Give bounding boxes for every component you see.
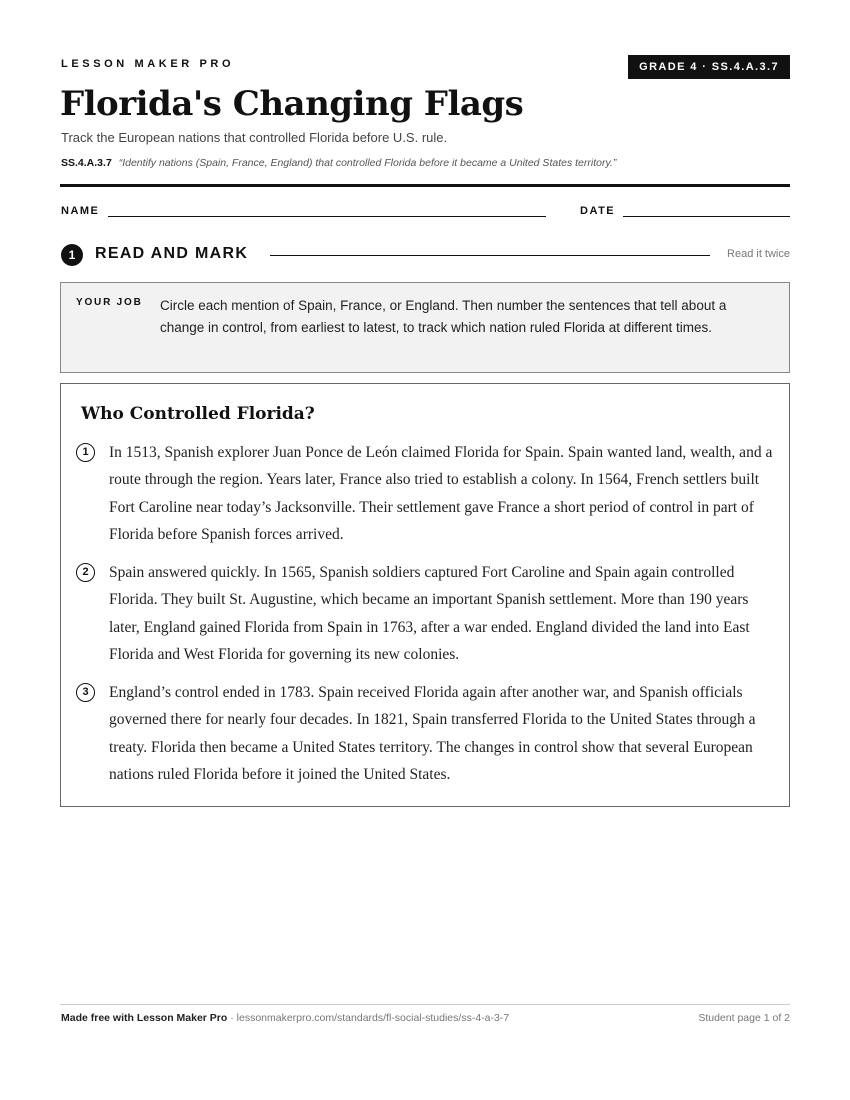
header-divider [60, 184, 790, 187]
name-field[interactable] [108, 216, 546, 217]
standard-code: SS.4.A.3.7 [61, 157, 112, 169]
section-note: Read it twice [727, 248, 790, 260]
page-indicator: Student page 1 of 2 [698, 1012, 790, 1024]
instructions-box [60, 282, 790, 373]
standard-description: “Identify nations (Spain, France, England) that controlled Florida before it became a United States territory.” [118, 157, 617, 169]
paragraph-number: 1 [76, 443, 95, 462]
paragraph-text: England’s control ended in 1783. Spain received Florida again after another war, and Spanish officials governed there for nearly four decades. In 1821, Spain transferred Florida to the United States through a treaty. Florida then became a United States territory. The changes in control show that several European nations ruled Florida before it joined the United States. [109, 684, 756, 783]
instructions-text: Circle each mention of Spain, France, or England. Then number the sentences that tell about a change in control, from earliest to latest, to track which nation ruled Florida at different times. [160, 298, 727, 335]
paragraph-number: 2 [76, 563, 95, 582]
section-number-badge: 1 [61, 244, 83, 266]
date-field[interactable] [623, 216, 790, 217]
section-title: READ AND MARK [95, 245, 249, 262]
paragraph-number: 3 [76, 683, 95, 702]
worksheet-subtitle: Track the European nations that controlled Florida before U.S. rule. [61, 130, 448, 145]
paragraph-text: Spain answered quickly. In 1565, Spanish soldiers captured Fort Caroline and Spain again controlled Florida. They built St. Augustine, which became an important Spanish settlement. More than 190 years later, England gained Florida from Spain in 1763, after a war ended. England divided the land into East Florida and West Florida for governing its new colonies. [109, 564, 750, 663]
footer-credit [61, 1012, 509, 1024]
standard-line [61, 157, 616, 169]
section-divider [270, 255, 710, 256]
worksheet-title: Florida's Changing Flags [60, 84, 524, 124]
passage-title: Who Controlled Florida? [81, 404, 315, 424]
reading-passage [60, 383, 790, 807]
date-label: DATE [580, 205, 616, 217]
footer-url: · lessonmakerpro.com/standards/fl-social-studies/ss-4-a-3-7 [227, 1012, 510, 1024]
footer-divider [60, 1004, 790, 1005]
name-label: NAME [61, 205, 100, 217]
footer-brand: Made free with Lesson Maker Pro [61, 1012, 228, 1024]
instructions-label: YOUR JOB [76, 297, 143, 308]
grade-badge: GRADE 4 · SS.4.A.3.7 [628, 55, 790, 79]
paragraph-text: In 1513, Spanish explorer Juan Ponce de León claimed Florida for Spain. Spain wanted land, wealth, and a route through the region. Years later, France also tried to establish a colony. In 1564, French settlers built Fort Caroline near today’s Jacksonville. Their settlement gave France a short period of control in part of Florida before Spanish forces arrived. [109, 444, 773, 543]
brand-name: LESSON MAKER PRO [61, 58, 235, 70]
